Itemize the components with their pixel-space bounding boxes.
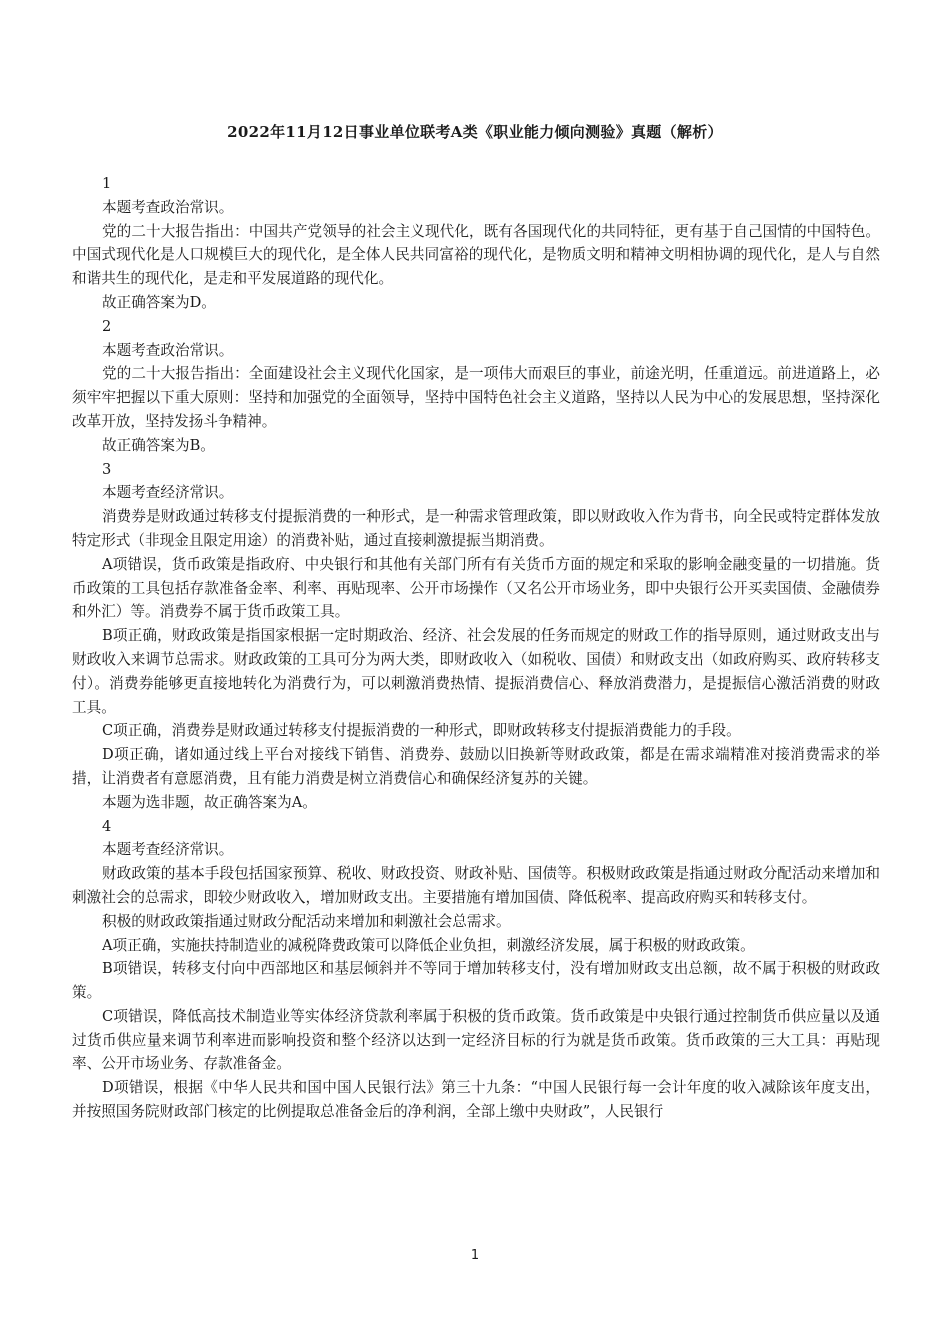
paragraph: 本题考查经济常识。 <box>102 484 234 502</box>
answer-line: 故正确答案为D。 <box>102 293 216 311</box>
answer-line: 故正确答案为B。 <box>102 436 215 454</box>
paragraph: 财政政策的基本手段包括国家预算、税收、财政投资、财政补贴、国债等。积极财政政策是指通过财政分配活动来增加和刺激社会的总需求，即较少财政收入，增加财政支出。主要措施有增加国债、降低税率、提高政府购买和转移支付。 <box>72 865 880 906</box>
paragraph: A项正确，实施扶持制造业的减税降费政策可以降低企业负担，刺激经济发展，属于积极的财政政策。 <box>102 936 755 954</box>
paragraph: 本题考查政治常识。 <box>102 341 234 359</box>
paragraph: B项正确，财政政策是指国家根据一定时期政治、经济、社会发展的任务而规定的财政工作的指导原则，通过财政支出与财政收入来调节总需求。财政政策的工具可分为两大类，即财政收入（如税收、国债）和财政支出（如政府购买、政府转移支付）。消费券能够更直接地转化为消费行为，可以刺激消费热情、提振消费信心、释放消费潜力，是提振信心激活消费的财政工具。 <box>72 627 880 716</box>
page-number: 1 <box>470 1248 480 1263</box>
question-number: 3 <box>102 460 112 478</box>
paragraph: C项错误，降低高技术制造业等实体经济贷款利率属于积极的货币政策。货币政策是中央银行通过控制货币供应量以及通过货币供应量来调节利率进而影响投资和整个经济以达到一定经济目标的行为就是货币政策。货币政策的三大工具：再贴现率、公开市场业务、存款准备金。 <box>72 1007 880 1073</box>
paragraph: C项正确，消费券是财政通过转移支付提振消费的一种形式，即财政转移支付提振消费能力的手段。 <box>102 722 741 740</box>
question-number: 4 <box>102 817 112 835</box>
page-title: 2022年11月12日事业单位联考A类《职业能力倾向测验》真题（解析） <box>227 123 723 141</box>
question-number: 1 <box>102 175 112 192</box>
paragraph: 消费券是财政通过转移支付提振消费的一种形式，是一种需求管理政策，即以财政收入作为背书，向全民或特定群体发放特定形式（非现金且限定用途）的消费补贴，通过直接刺激提振当期消费。 <box>72 508 880 549</box>
paragraph: 党的二十大报告指出：全面建设社会主义现代化国家，是一项伟大而艰巨的事业，前途光明，任重道远。前进道路上，必须牢牢把握以下重大原则：坚持和加强党的全面领导，坚持中国特色社会主义道路，坚持以人民为中心的发展思想，坚持深化改革开放，坚持发扬斗争精神。 <box>72 365 880 430</box>
question-number: 2 <box>102 317 112 335</box>
paragraph: B项错误，转移支付向中西部地区和基层倾斜并不等同于增加转移支付，没有增加财政支出总额，故不属于积极的财政政策。 <box>72 960 880 1002</box>
answer-line: 本题为选非题，故正确答案为A。 <box>102 793 317 811</box>
paragraph: 本题考查政治常识。 <box>102 198 234 216</box>
paragraph: D项正确，诸如通过线上平台对接线下销售、消费券、鼓励以旧换新等财政政策，都是在需求端精准对接消费需求的举措，让消费者有意愿消费，且有能力消费是树立消费信心和确保经济复苏的关键。 <box>72 746 880 787</box>
paragraph: A项错误，货币政策是指政府、中央银行和其他有关部门所有有关货币方面的规定和采取的影响金融变量的一切措施。货币政策的工具包括存款准备金率、利率、再贴现率、公开市场操作（又名公开市场业务，即中央银行公开买卖国债、金融债券和外汇）等。消费券不属于货币政策工具。 <box>72 555 880 621</box>
paragraph: 积极的财政政策指通过财政分配活动来增加和刺激社会总需求。 <box>102 912 511 930</box>
document-body <box>72 172 880 1124</box>
paragraph: 本题考查经济常识。 <box>102 841 234 859</box>
paragraph: 党的二十大报告指出：中国共产党领导的社会主义现代化，既有各国现代化的共同特征，更有基于自己国情的中国特色。中国式现代化是人口规模巨大的现代化，是全体人民共同富裕的现代化，是物质文明和精神文明相协调的现代化，是人与自然和谐共生的现代化，是走和平发展道路的现代化。 <box>72 222 880 288</box>
paragraph: D项错误，根据《中华人民共和国中国人民银行法》第三十九条：“中国人民银行每一会计年度的收入减除该年度支出，并按照国务院财政部门核定的比例提取总准备金后的净利润，全部上缴中央财政”，人民银行 <box>72 1079 880 1121</box>
